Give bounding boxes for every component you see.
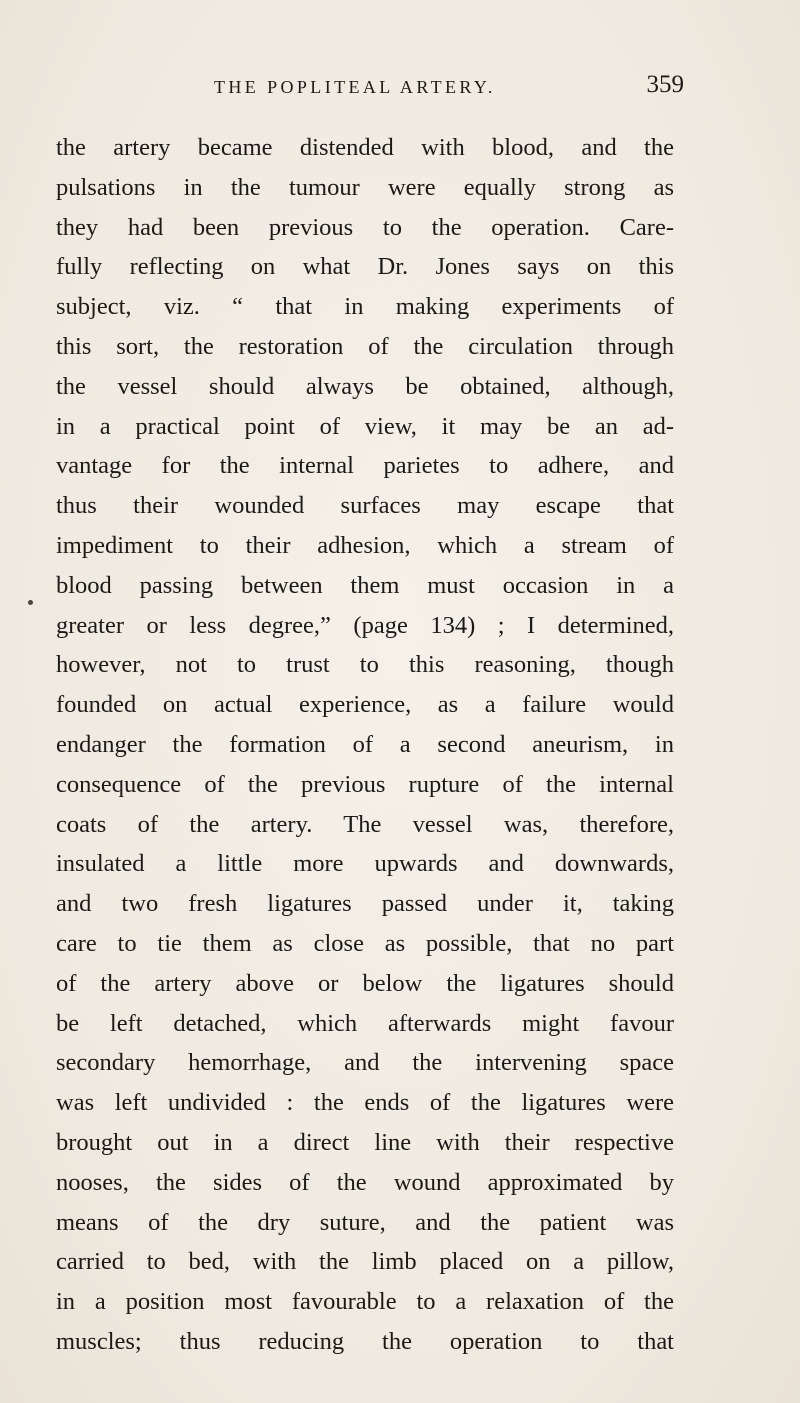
text-line: in a position most favourable to a relaxation of the <box>56 1288 674 1316</box>
text-line: thus their wounded surfaces may escape that <box>56 492 674 520</box>
text-line: founded on actual experience, as a failure would <box>56 691 674 719</box>
text-line: of the artery above or below the ligatures should <box>56 969 674 997</box>
text-line: nooses, the sides of the wound approximated by <box>56 1168 674 1196</box>
text-line: they had been previous to the operation. Care- <box>56 213 674 241</box>
text-line: care to tie them as close as possible, that no part <box>56 929 674 957</box>
text-line: the vessel should always be obtained, although, <box>56 372 674 400</box>
text-line: carried to bed, with the limb placed on a pillow, <box>56 1248 674 1276</box>
text-line: pulsations in the tumour were equally strong as <box>56 173 674 201</box>
text-line: fully reflecting on what Dr. Jones says on this <box>56 253 674 281</box>
running-head <box>214 73 684 103</box>
text-line: blood passing between them must occasion in a <box>56 571 674 599</box>
text-line: subject, viz. “ that in making experiments of <box>56 293 674 321</box>
running-title: THE POPLITEAL ARTERY. <box>214 77 496 97</box>
text-line: vantage for the internal parietes to adhere, and <box>56 452 674 480</box>
text-line: this sort, the restoration of the circulation through <box>56 332 674 360</box>
text-line: was left undivided : the ends of the ligatures were <box>56 1089 674 1117</box>
page-number: 359 <box>646 71 684 98</box>
text-line: be left detached, which afterwards might favour <box>56 1009 674 1037</box>
text-line: muscles; thus reducing the operation to that <box>56 1327 674 1355</box>
text-line: coats of the artery. The vessel was, therefore, <box>56 810 674 838</box>
text-line: consequence of the previous rupture of the internal <box>56 770 674 798</box>
text-line: and two fresh ligatures passed under it, taking <box>56 890 674 918</box>
text-line: impediment to their adhesion, which a stream of <box>56 531 674 559</box>
text-line: greater or less degree,” (page 134) ; I determined, <box>56 611 674 639</box>
text-line: however, not to trust to this reasoning, though <box>56 651 674 679</box>
text-line: endanger the formation of a second aneurism, in <box>56 730 674 758</box>
text-line: secondary hemorrhage, and the intervening space <box>56 1049 674 1077</box>
body-text <box>56 128 674 1362</box>
margin-mark <box>28 600 33 605</box>
text-line: insulated a little more upwards and downwards, <box>56 850 674 878</box>
text-line: brought out in a direct line with their respective <box>56 1128 674 1156</box>
text-line: means of the dry suture, and the patient was <box>56 1208 674 1236</box>
text-line: in a practical point of view, it may be an ad- <box>56 412 674 440</box>
text-line: the artery became distended with blood, and the <box>56 134 674 161</box>
